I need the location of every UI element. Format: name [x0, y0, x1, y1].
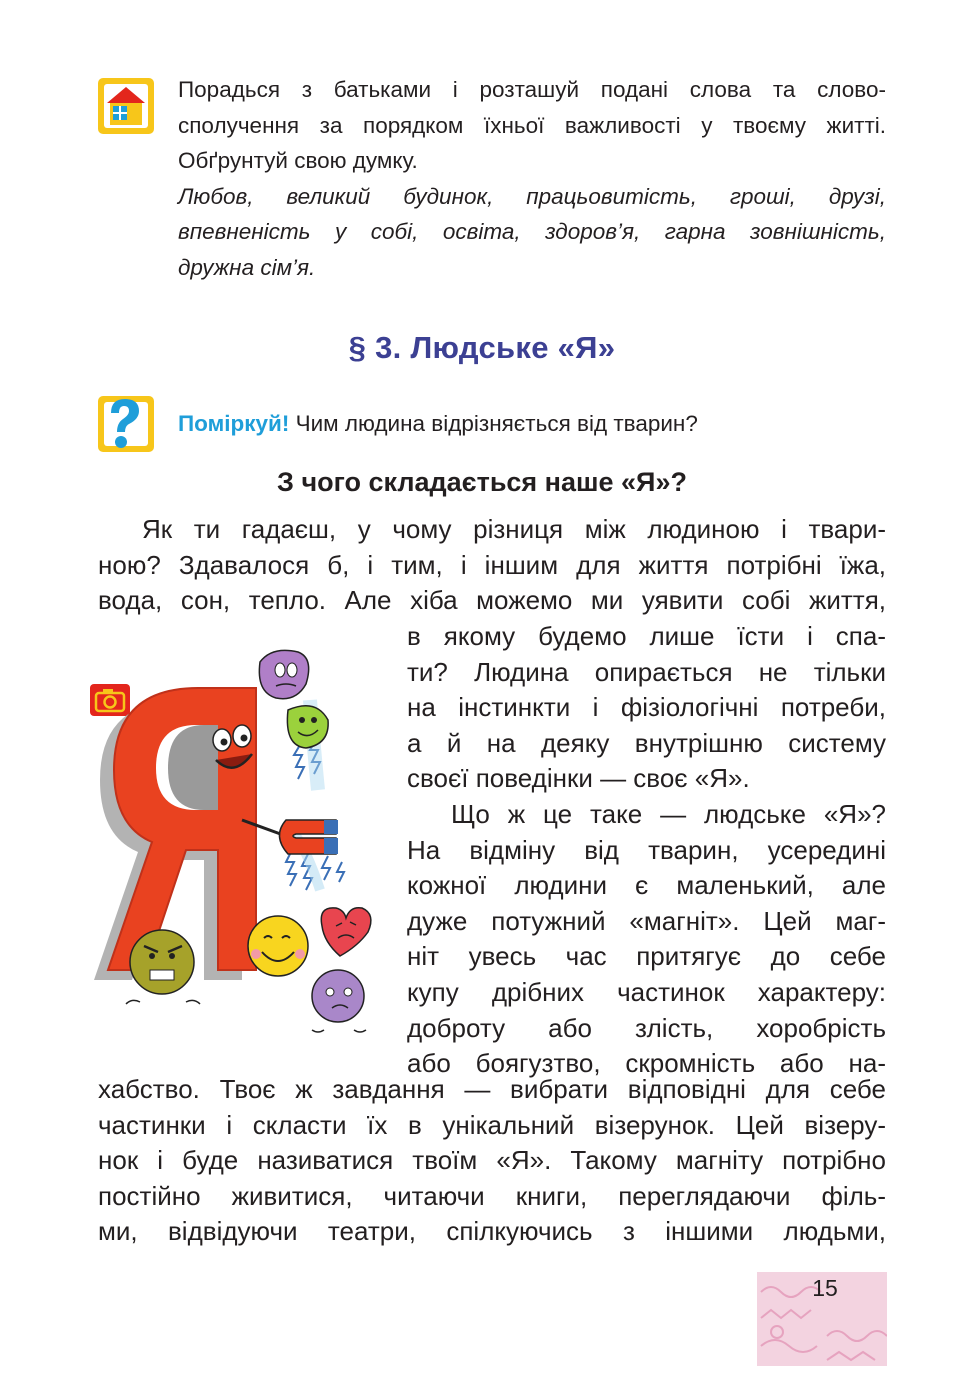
- body-line: купу дрібних частинок характеру:: [407, 976, 886, 1007]
- body-line: в якому будемо лише їсти і спа-: [407, 621, 886, 651]
- task-line: впевненість у собі, освіта, здоров’я, гарна зовнішність,: [178, 219, 886, 245]
- task-line: Обґрунтуй свою думку.: [178, 148, 418, 174]
- body-line: Як ти гадаєш, у чому різниця між людиною і твари-: [142, 514, 886, 544]
- letter-ya-illustration: [92, 640, 397, 1050]
- task-words: [178, 181, 886, 288]
- body-paragraph-1: [98, 512, 886, 619]
- subheading: З чого складається наше «Я»?: [277, 467, 687, 497]
- body-line: або боягузтво, скромність або на-: [407, 1048, 886, 1079]
- task-line: Любов, великий будинок, працьовитість, гроші, друзі,: [178, 183, 886, 209]
- body-line: а й на деяку внутрішню систему: [407, 727, 886, 758]
- task-instruction: [178, 74, 886, 181]
- body-column: [407, 619, 886, 1082]
- body-line: на інстинкти і фізіологічні потреби,: [407, 692, 886, 723]
- body-line: доброту або злість, хоробрість: [407, 1012, 886, 1043]
- think-question: Чим людина відрізняється від тварин?: [289, 411, 698, 436]
- section-title: § 3. Людське «Я»: [348, 330, 616, 365]
- home-task: [178, 74, 886, 288]
- body-line: кожної людини є маленький, але: [407, 870, 886, 901]
- home-icon: [97, 77, 155, 135]
- body-line: На відміну від тварин, усередині: [407, 834, 886, 865]
- body-line: вода, сон, тепло. Але хіба можемо ми уявити собі життя,: [98, 585, 886, 616]
- task-line: дружна сім’я.: [178, 254, 316, 280]
- body-line: постійно живитися, читаючи книги, переглядаючи філь-: [98, 1180, 886, 1211]
- body-line: ти? Людина опирається не тільки: [407, 656, 886, 687]
- task-line: сполучення за порядком їхньої важливості у твоєму житті.: [178, 112, 886, 138]
- body-line: частинки і скласти їх в унікальний візерунок. Цей візеру-: [98, 1109, 886, 1140]
- body-paragraph-3: [98, 1072, 886, 1250]
- body-line: ною? Здавалося б, і тим, і іншим для життя потрібні їжа,: [98, 549, 886, 580]
- task-line: Порадься з батьками і розташуй подані слова та слово-: [178, 77, 886, 102]
- page-number: 15: [812, 1275, 838, 1301]
- think-label: Поміркуй!: [178, 411, 290, 436]
- body-line: Що ж це таке — людське «Я»?: [451, 798, 886, 829]
- body-line: ніт увесь час притягує до себе: [407, 941, 886, 972]
- body-line: ми, відвідуючи театри, спілкуючись з іншими людьми,: [98, 1216, 886, 1247]
- body-line: нок і буде називатися твоїм «Я». Такому магніту потрібно: [98, 1145, 886, 1176]
- body-line: своєї поведінки — своє «Я».: [407, 763, 750, 794]
- body-line: дуже потужний «магніт». Цей маг-: [407, 905, 886, 936]
- question-icon: [97, 395, 155, 453]
- think-prompt: [178, 409, 878, 439]
- body-line: хабство. Твоє ж завдання — вибрати відповідні для себе: [98, 1074, 886, 1104]
